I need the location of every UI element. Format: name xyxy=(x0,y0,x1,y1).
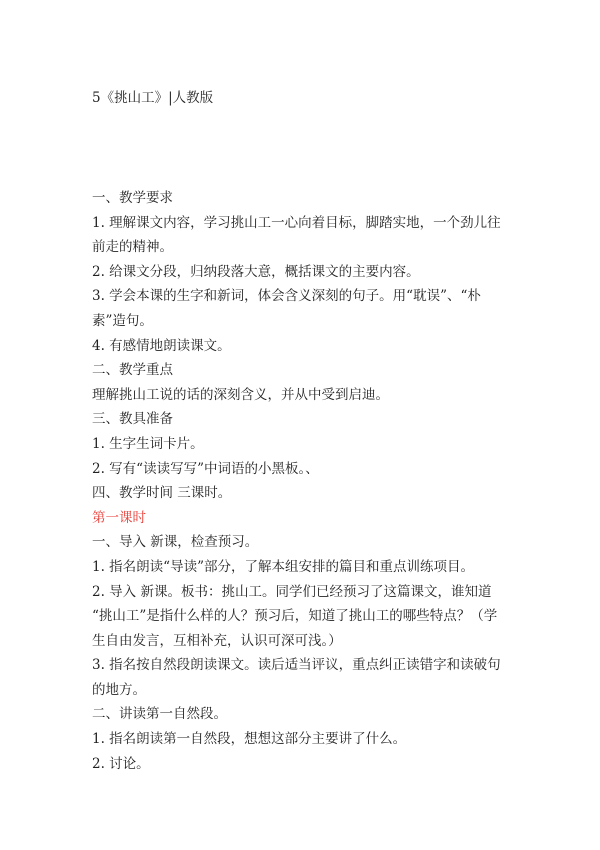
text-line: 一、导入 新课，检查预习。 xyxy=(92,534,259,551)
text-line: 生自由发言，互相补充，认识可深可浅。） xyxy=(92,632,342,649)
document-body xyxy=(92,186,522,776)
text-line: 1. 指名朗读第一自然段，想想这部分主要讲了什么。 xyxy=(92,731,407,748)
document-title: 5《挑山工》|人教版 xyxy=(92,90,214,106)
text-line: 二、讲读第一自然段。 xyxy=(92,706,227,723)
text-line: 1. 指名朗读“导读”部分，了解本组安排的篇目和重点训练项目。 xyxy=(92,558,474,575)
text-line: 3. 学会本课的生字和新词，体会含义深刻的句子。用“耽误”、“朴 xyxy=(92,288,481,305)
text-line: 1. 生字生词卡片。 xyxy=(92,435,204,452)
text-line: 三、教具准备 xyxy=(92,411,173,428)
text-line: 前走的精神。 xyxy=(92,239,173,256)
text-line: 4. 有感情地朗读课文。 xyxy=(92,337,231,354)
text-line: 2. 给课文分段，归纳段落大意，概括课文的主要内容。 xyxy=(92,263,420,280)
text-line: 2. 导入 新课。板书：挑山工。同学们已经预习了这篇课文，谁知道 xyxy=(92,583,492,600)
text-line: 1. 理解课文内容，学习挑山工一心向着目标，脚踏实地，一个劲儿往 xyxy=(92,214,501,231)
text-line: “挑山工”是指什么样的人？预习后，知道了挑山工的哪些特点？（学 xyxy=(92,608,498,625)
text-line: 素”造句。 xyxy=(92,312,153,329)
text-line: 2. 讨论。 xyxy=(92,755,150,772)
text-line: 的地方。 xyxy=(92,681,146,698)
text-line: 二、教学重点 xyxy=(92,362,173,379)
text-line: 一、教学要求 xyxy=(92,190,173,206)
text-line: 3. 指名按自然段朗读课文。读后适当评议，重点纠正读错字和读破句 xyxy=(92,657,501,674)
section-heading: 第一课时 xyxy=(92,509,146,526)
text-line: 理解挑山工说的话的深刻含义，并从中受到启迪。 xyxy=(92,386,389,403)
text-line: 四、教学时间 三课时。 xyxy=(92,485,232,502)
text-line: 2. 写有“读读写写”中词语的小黑板。、 xyxy=(92,460,319,477)
